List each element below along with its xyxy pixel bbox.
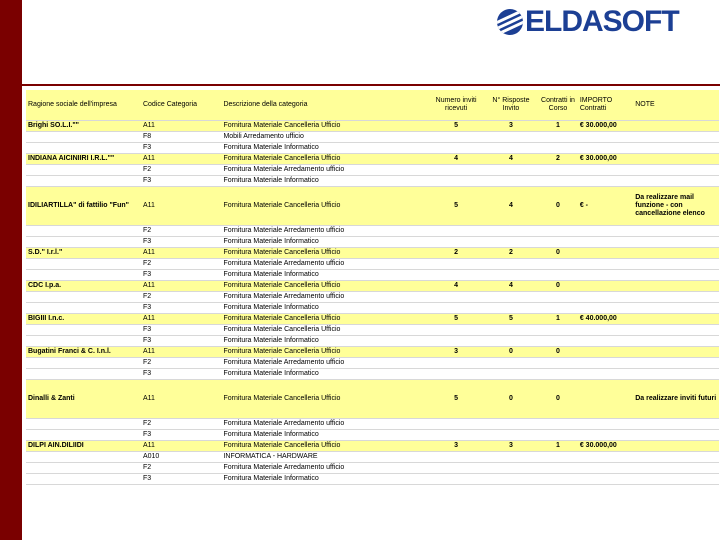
cell-amount [578,336,633,347]
cell-amount [578,452,633,463]
cell-amount [578,380,633,419]
company-row [26,347,719,358]
category-row [26,176,719,187]
cell-amount [578,474,633,485]
col-contracts: Contratti in Corso [538,90,578,121]
cell-invites [428,463,483,474]
cell-responses: 3 [484,121,538,132]
cell-contracts: 0 [538,380,578,419]
cell-responses [484,143,538,154]
cell-note [633,463,719,474]
cell-invites [428,474,483,485]
cell-invites: 3 [428,441,483,452]
cell-company [26,325,141,336]
cell-desc: Fornitura Materiale Informatico [221,270,428,281]
cell-note [633,336,719,347]
cell-invites [428,132,483,143]
cell-company [26,237,141,248]
cell-code: A11 [141,154,221,165]
cell-responses: 0 [484,347,538,358]
cell-code: A11 [141,441,221,452]
cell-amount [578,237,633,248]
cell-company [26,143,141,154]
cell-amount [578,226,633,237]
cell-responses [484,358,538,369]
category-row [26,237,719,248]
cell-code: F2 [141,358,221,369]
cell-responses [484,336,538,347]
category-row [26,165,719,176]
company-row [26,314,719,325]
cell-invites [428,419,483,430]
cell-company [26,165,141,176]
cell-amount [578,325,633,336]
cell-responses [484,176,538,187]
col-code: Codice Categoria [141,90,221,121]
cell-invites [428,165,483,176]
cell-code: A11 [141,347,221,358]
cell-responses [484,419,538,430]
cell-contracts [538,452,578,463]
cell-contracts: 1 [538,314,578,325]
cell-desc: Fornitura Materiale Arredamento ufficio [221,226,428,237]
table-header-row [26,90,719,121]
cell-contracts [538,237,578,248]
cell-company [26,303,141,314]
cell-invites [428,303,483,314]
cell-responses: 4 [484,281,538,292]
cell-company: CDC I.p.a. [26,281,141,292]
cell-desc: Fornitura Materiale Cancelleria Ufficio [221,347,428,358]
category-row [26,430,719,441]
cell-desc: Fornitura Materiale Cancelleria Ufficio [221,187,428,226]
cell-company [26,270,141,281]
cell-note [633,430,719,441]
cell-desc: Fornitura Materiale Arredamento ufficio [221,419,428,430]
cell-amount [578,143,633,154]
cell-amount [578,259,633,270]
cell-invites [428,336,483,347]
cell-company [26,419,141,430]
cell-contracts: 0 [538,248,578,259]
globe-icon [497,9,523,35]
category-row [26,143,719,154]
cell-company [26,226,141,237]
cell-invites [428,270,483,281]
cell-desc: Fornitura Materiale Informatico [221,336,428,347]
cell-code: F2 [141,292,221,303]
cell-company: S.D." I.r.l." [26,248,141,259]
company-row [26,441,719,452]
table-body [26,121,719,485]
cell-contracts [538,132,578,143]
company-row [26,121,719,132]
cell-invites [428,176,483,187]
cell-contracts [538,143,578,154]
col-notes: NOTE [633,90,719,121]
cell-invites: 5 [428,187,483,226]
cell-invites: 5 [428,121,483,132]
cell-code: F3 [141,474,221,485]
cell-code: F3 [141,369,221,380]
cell-note [633,452,719,463]
cell-contracts: 1 [538,441,578,452]
cell-responses [484,369,538,380]
cell-company [26,463,141,474]
cell-contracts [538,463,578,474]
category-row [26,226,719,237]
cell-company [26,336,141,347]
cell-contracts [538,303,578,314]
cell-invites [428,325,483,336]
cell-code: F3 [141,430,221,441]
cell-amount [578,292,633,303]
cell-amount: € - [578,187,633,226]
cell-invites: 5 [428,380,483,419]
cell-responses: 5 [484,314,538,325]
category-row [26,303,719,314]
cell-code: F3 [141,237,221,248]
cell-invites: 4 [428,154,483,165]
cell-amount [578,419,633,430]
cell-company: INDIANA AICINIIRI I.R.L."" [26,154,141,165]
cell-contracts: 2 [538,154,578,165]
cell-note [633,369,719,380]
cell-contracts [538,292,578,303]
cell-company [26,132,141,143]
left-accent-bar [0,0,22,540]
cell-desc: Fornitura Materiale Informatico [221,303,428,314]
category-row [26,325,719,336]
category-row [26,270,719,281]
cell-contracts [538,165,578,176]
category-row [26,292,719,303]
cell-note [633,165,719,176]
cell-amount [578,369,633,380]
cell-invites [428,237,483,248]
cell-code: F3 [141,143,221,154]
col-company: Ragione sociale dell'impresa [26,90,141,121]
cell-company: Brighi SO.L.I."" [26,121,141,132]
cell-responses: 4 [484,187,538,226]
cell-note [633,143,719,154]
cell-contracts: 0 [538,281,578,292]
cell-invites: 4 [428,281,483,292]
cell-company [26,474,141,485]
cell-responses [484,259,538,270]
cell-note [633,248,719,259]
cell-responses: 0 [484,380,538,419]
cell-desc: Fornitura Materiale Cancelleria Ufficio [221,281,428,292]
category-row [26,463,719,474]
cell-company: IDILIARTILLA" di fattilio "Fun" [26,187,141,226]
cell-contracts: 0 [538,187,578,226]
cell-note [633,154,719,165]
cell-amount [578,248,633,259]
cell-responses [484,474,538,485]
cell-desc: Fornitura Materiale Arredamento ufficio [221,292,428,303]
cell-amount [578,270,633,281]
cell-responses [484,270,538,281]
cell-code: F3 [141,325,221,336]
cell-invites: 3 [428,347,483,358]
cell-note [633,325,719,336]
cell-note [633,303,719,314]
cell-company [26,369,141,380]
company-row [26,187,719,226]
cell-code: F2 [141,165,221,176]
cell-desc: Fornitura Materiale Informatico [221,176,428,187]
cell-code: F3 [141,336,221,347]
cell-contracts [538,226,578,237]
cell-responses: 2 [484,248,538,259]
cell-amount [578,347,633,358]
cell-desc: Fornitura Materiale Informatico [221,237,428,248]
cell-invites [428,226,483,237]
cell-desc: Fornitura Materiale Cancelleria Ufficio [221,248,428,259]
cell-note [633,358,719,369]
col-invites: Numero inviti ricevuti [428,90,483,121]
cell-invites [428,143,483,154]
company-row [26,281,719,292]
cell-note [633,347,719,358]
cell-code: F2 [141,259,221,270]
cell-note: Da realizzare inviti futuri [633,380,719,419]
cell-code: A11 [141,380,221,419]
category-row [26,474,719,485]
eldasoft-logo [497,6,679,38]
cell-company [26,358,141,369]
cell-responses [484,430,538,441]
category-row [26,336,719,347]
cell-desc: Fornitura Materiale Cancelleria Ufficio [221,121,428,132]
cell-company: BIGIII I.n.c. [26,314,141,325]
header-divider [22,84,720,86]
cell-responses [484,292,538,303]
company-row [26,154,719,165]
cell-responses [484,463,538,474]
cell-code: F3 [141,270,221,281]
cell-code: F8 [141,132,221,143]
cell-amount [578,430,633,441]
cell-responses [484,325,538,336]
cell-desc: Fornitura Materiale Informatico [221,474,428,485]
cell-invites [428,259,483,270]
cell-amount: € 40.000,00 [578,314,633,325]
cell-contracts [538,430,578,441]
cell-desc: Fornitura Materiale Informatico [221,369,428,380]
cell-code: F2 [141,226,221,237]
cell-code: A11 [141,121,221,132]
cell-company: DILPI AIN.DILIIDI [26,441,141,452]
cell-note [633,226,719,237]
cell-contracts [538,358,578,369]
cell-company: Dinalli & Zanti [26,380,141,419]
col-desc: Descrizione della categoria [221,90,428,121]
cell-desc: Fornitura Materiale Cancelleria Ufficio [221,325,428,336]
cell-contracts: 1 [538,121,578,132]
cell-amount [578,165,633,176]
cell-code: A11 [141,314,221,325]
cell-amount: € 30.000,00 [578,441,633,452]
cell-code: F2 [141,419,221,430]
cell-contracts: 0 [538,347,578,358]
cell-amount [578,463,633,474]
cell-desc: Fornitura Materiale Informatico [221,143,428,154]
cell-note [633,474,719,485]
cell-contracts [538,259,578,270]
cell-responses: 4 [484,154,538,165]
cell-note [633,314,719,325]
cell-contracts [538,419,578,430]
cell-desc: Fornitura Materiale Cancelleria Ufficio [221,154,428,165]
cell-desc: Fornitura Materiale Arredamento ufficio [221,463,428,474]
cell-note [633,292,719,303]
cell-responses: 3 [484,441,538,452]
cell-contracts [538,336,578,347]
cell-contracts [538,369,578,380]
cell-invites [428,452,483,463]
cell-amount [578,303,633,314]
cell-company [26,259,141,270]
cell-note [633,281,719,292]
cell-company [26,452,141,463]
cell-note [633,176,719,187]
cell-amount [578,176,633,187]
cell-desc: INFORMATICA - HARDWARE [221,452,428,463]
cell-note: Da realizzare mail funzione - con cancellazione elenco [633,187,719,226]
cell-responses [484,132,538,143]
col-responses: N° Risposte Invito [484,90,538,121]
cell-note [633,270,719,281]
cell-code: A11 [141,187,221,226]
suppliers-table [26,90,719,485]
category-row [26,419,719,430]
cell-note [633,237,719,248]
company-row [26,380,719,419]
cell-note [633,132,719,143]
cell-code: F3 [141,303,221,314]
category-row [26,358,719,369]
cell-responses [484,452,538,463]
cell-desc: Fornitura Materiale Arredamento ufficio [221,358,428,369]
cell-desc: Mobili Arredamento ufficio [221,132,428,143]
company-row [26,248,719,259]
cell-desc: Fornitura Materiale Informatico [221,430,428,441]
cell-invites [428,292,483,303]
category-row [26,369,719,380]
cell-responses [484,165,538,176]
cell-code: A11 [141,248,221,259]
cell-code: F2 [141,463,221,474]
brand-name: ELDASOFT [525,5,679,38]
cell-responses [484,237,538,248]
cell-responses [484,303,538,314]
cell-contracts [538,474,578,485]
cell-amount [578,281,633,292]
cell-note [633,121,719,132]
cell-invites: 5 [428,314,483,325]
col-amount: IMPORTO Contratti [578,90,633,121]
cell-company [26,430,141,441]
category-row [26,452,719,463]
cell-amount: € 30.000,00 [578,154,633,165]
cell-note [633,419,719,430]
cell-desc: Fornitura Materiale Arredamento ufficio [221,259,428,270]
cell-desc: Fornitura Materiale Arredamento ufficio [221,165,428,176]
cell-amount [578,132,633,143]
cell-contracts [538,176,578,187]
cell-note [633,441,719,452]
cell-code: A11 [141,281,221,292]
cell-note [633,259,719,270]
cell-company [26,176,141,187]
cell-contracts [538,270,578,281]
category-row [26,132,719,143]
cell-desc: Fornitura Materiale Cancelleria Ufficio [221,380,428,419]
cell-invites [428,369,483,380]
cell-invites: 2 [428,248,483,259]
cell-company: Bugatini Franci & C. I.n.l. [26,347,141,358]
cell-amount: € 30.000,00 [578,121,633,132]
cell-desc: Fornitura Materiale Cancelleria Ufficio [221,314,428,325]
cell-amount [578,358,633,369]
category-row [26,259,719,270]
cell-code: A010 [141,452,221,463]
cell-desc: Fornitura Materiale Cancelleria Ufficio [221,441,428,452]
cell-responses [484,226,538,237]
cell-contracts [538,325,578,336]
cell-invites [428,358,483,369]
cell-code: F3 [141,176,221,187]
cell-invites [428,430,483,441]
cell-company [26,292,141,303]
